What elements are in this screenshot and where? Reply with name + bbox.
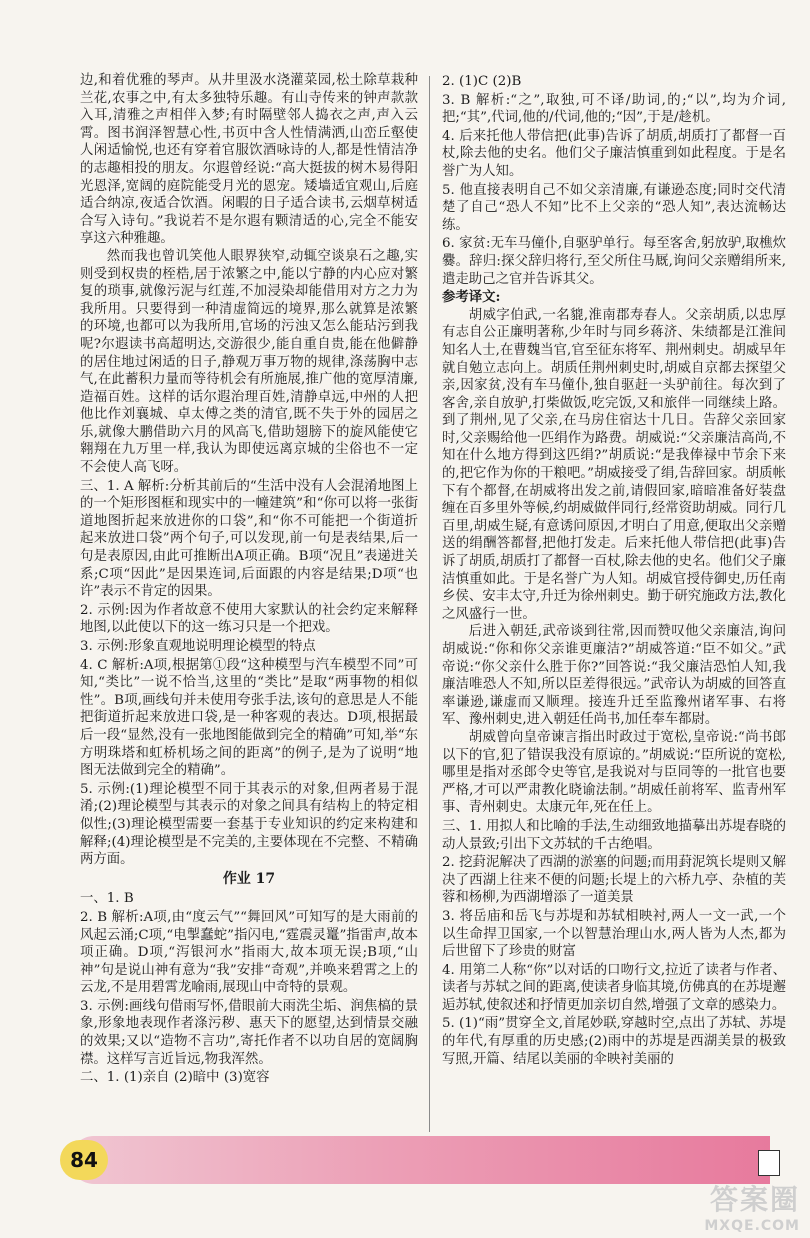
watermark-text: 答案圈 bbox=[709, 1183, 800, 1216]
left-column bbox=[80, 72, 418, 1088]
answer-item: 三、1. A 解析:分析其前后的“生活中没有人会混淆地图上的一个矩形图框和现实中的一幢建筑”和“你可以将一张街道地图折起来放进你的口袋”,和“你不可能把一个街道折起来放进口袋”两个句子,可以发现,前一句是表结果,后一句是表原因,由此可推断出A项正确。B项“况且”表递进关系;C项“因此”是因果连词,后面跟的内容是结果;D项“也许”表示不肯定的因果。 bbox=[80, 478, 418, 600]
answer-item: 2. 挖葑泥解决了西湖的淤塞的问题;而用葑泥筑长堤则又解决了西湖上往来不便的问题;长堤上的六桥九亭、杂植的芙蓉和杨柳,为西湖增添了一道美景 bbox=[442, 855, 786, 906]
translation-paragraph: 后进入朝廷,武帝谈到往常,因而赞叹他父亲廉洁,询问胡威说:“你和你父亲谁更廉洁?”胡威答道:“臣不如父。”武帝说:“你父亲什么胜于你?”回答说:“我父廉洁恐怕人知,我廉洁唯恐人不知,所以臣差得很远。”武帝认为胡威的回答直率谦逊,谦虚而又顺理。接连升迁至监豫州诸军事、右将军、豫州刺史,进入朝廷任尚书,加任奉车都尉。 bbox=[442, 624, 786, 728]
footer-band bbox=[70, 1136, 770, 1184]
answer-item: 2. 示例:因为作者故意不使用大家默认的社会约定来解释地图,以此使以下的这一练习只是一个把戏。 bbox=[80, 602, 418, 636]
right-column bbox=[442, 72, 786, 1069]
answer-item: 5. (1)“雨”贯穿全文,首尾妙联,穿越时空,点出了苏轼、苏堤的年代,有厚重的历史感;(2)雨中的苏堤是西湖美景的极致写照,开篇、结尾以美丽的伞映衬美丽的 bbox=[442, 1016, 786, 1067]
corner-box-icon bbox=[758, 1150, 780, 1176]
section-title: 作业 17 bbox=[222, 870, 276, 887]
answer-item: 2. (1)C (2)B bbox=[442, 74, 522, 89]
answer-item: 3. 示例:形象直观地说明理论模型的特点 bbox=[80, 639, 316, 654]
answer-item: 3. B 解析:“之”,取独,可不译/助词,的;“以”,均为介词,把;“其”,代词,他的/代词,他的;“因”,于是/趁机。 bbox=[442, 92, 786, 126]
answer-item: 3. 将岳庙和岳飞与苏堤和苏轼相映衬,两人一文一武,一个以生命捍卫国家,一个以智慧治理山水,两人皆为人杰,都为后世留下了珍贵的财富 bbox=[442, 908, 786, 960]
translation-paragraph: 边,和着优雅的琴声。从井里汲水浇灌菜园,松土除草栽种兰花,农事之中,有太多独特乐趣。有山寺传来的钟声款款入耳,清雅之声相伴入梦;有时隔壁邻人捣衣之声,声入云霄。图书润泽智慧心性,书页中含人性情满洒,山峦丘壑使人闲适愉悦,也还有穿着官服饮酒咏诗的人,都是性情洁净的志趣相投的朋友。尔遐曾经说:“高大挺拔的树木易得阳光恩泽,宽阔的庭院能受月光的恩宠。矮墙适宜观山,后庭适合纳凉,夜适合饮酒。闲暇的日子适合读书,云烟草树适合写入诗句。”我说若不是尔遐有颗清适的心,完全不能安享这六种雅趣。 bbox=[80, 73, 418, 247]
answer-item: 2. B 解析:A项,由“度云气”“舞回风”可知写的是大雨前的风起云涌;C项,“电掣蠢蛇”指闪电,“霆震灵鼍”指雷声,故本项正确。D项,“泻银河水”指雨大,故本项无误;B项,“山神”句是说山神有意为“我”安排“奇观”,并唤来碧霄之上的云龙,不是用碧霄龙喻雨,展现山中奇特的景观。 bbox=[80, 909, 418, 996]
answer-item: 4. C 解析:A项,根据第①段“这种模型与汽车模型不同”可知,“类比”一说不恰当,这里的“类比”是取“两事物的相似性”。B项,画线句并未使用夸张手法,该句的意思是人不能把街道折起来放进口袋,是一种客观的表达。D项,根据最后一段“显然,没有一张地图能做到完全的精确”可知,举“东方明珠塔和虹桥机场之间的距离”的例子,是为了说明“地图无法做到完全的精确”。 bbox=[80, 657, 418, 779]
answer-item: 5. 他直接表明自己不如父亲清廉,有谦逊态度;同时交代清楚了自己“恐人不知”比不上父亲的“恐人知”,表达流畅达练。 bbox=[442, 182, 786, 233]
answer-item: 3. 示例:画线句借雨写怀,借眼前大雨洗尘垢、润焦槁的景象,形象地表现作者涤污秽、惠天下的愿望,达到情景交融的效果;又以“造物不言功”,寄托作者不以功自居的宽阔胸襟。这样写言近旨远,物我浑然。 bbox=[80, 998, 418, 1067]
answer-item: 5. 示例:(1)理论模型不同于其表示的对象,但两者易于混淆;(2)理论模型与其表示的对象之间具有结构上的特定相似性;(3)理论模型需要一套基于专业知识的约定来构建和解释;(4)理论模型是不完美的,主要体现在不完整、不精确两方面。 bbox=[80, 781, 418, 868]
page-number: 84 bbox=[60, 1140, 108, 1180]
reference-heading: 参考译文: bbox=[442, 289, 501, 306]
answer-item: 三、1. 用拟人和比喻的手法,生动细致地描摹出苏堤春晓的动人景致;引出下文苏轼的千古绝唱。 bbox=[442, 818, 786, 852]
watermark-logo bbox=[660, 1178, 800, 1234]
answer-item: 一、1. B bbox=[80, 891, 134, 907]
watermark-url: MXQE.COM bbox=[704, 1218, 800, 1234]
answer-item: 二、1. (1)亲自 (2)暗中 (3)宽容 bbox=[80, 1070, 270, 1086]
translation-paragraph: 胡威曾向皇帝谏言指出时政过于宽松,皇帝说:“尚书郎以下的官,犯了错误我没有原谅的。”胡威说:“臣所说的宽松,哪里是指对丞郎令史等官,是我说对与臣同等的一批官也要严格,才可以严肃教化晓谕法制。”胡威任前将军、监青州军事、青州刺史。太康元年,死在任上。 bbox=[442, 729, 786, 816]
answer-item: 6. 家贫:无车马僮仆,自驱驴单行。每至客舍,躬放驴,取樵炊爨。辞归:探父辞归将行,至父所住马厩,询问父亲赠绢所来,遣走助己之官并告诉其父。 bbox=[442, 236, 786, 287]
translation-paragraph: 然而我也曾讥笑他人眼界狭窄,动辄空谈泉石之趣,实则受到权贵的桎梏,居于浓繁之中,能以宁静的内心应对繁复的琐事,就像污泥与红莲,不加浸染却能借用对方之力为我所用。只要得到一种清虚简远的境界,那么就算是浓繁的环境,也都可以为我所用,官场的污浊又怎么能玷污到我呢?尔遐读书高超明达,交游很少,能自重自贵,能在他僻静的居住地过闲适的日子,静观万事万物的规律,涤荡胸中志气,在此蓄积力量而等待机会有所施展,推广他的宽厚清廉,造福百姓。这样的话尔遐治理百姓,清静卓远,中州的人把他比作刘襄城、卓太傅之类的清官,既不失于外的园居之乐,就像大鹏借助六月的风高飞,借助翅膀下的旋风能使它翱翔在九万里一样,我认为即使远离京城的尘俗也不一定不会使人高飞呀。 bbox=[80, 248, 418, 476]
answer-item: 4. 后来托他人带信把(此事)告诉了胡质,胡质打了都督一百杖,除去他的史名。他们父子廉洁慎重到如此程度。于是名誉广为人知。 bbox=[442, 128, 786, 179]
answer-item: 4. 用第二人称“你”以对话的口吻行文,拉近了读者与作者、读者与苏轼之间的距离,使读者身临其境,仿佛真的在苏堤邂逅苏轼,使叙述和抒情更加亲切自然,增强了文章的感染力。 bbox=[442, 962, 786, 1013]
column-divider bbox=[429, 76, 430, 1132]
translation-paragraph: 胡威字伯武,一名貔,淮南郡寿春人。父亲胡质,以忠厚有志自公正廉明著称,少年时与同乡蒋济、朱绩都是江淮间知名人士,在曹魏当官,官至征东将军、荆州刺史。胡威早年就自勉立志向上。胡质任荆州刺史时,胡威自京都去探望父亲,因家贫,没有车马僮仆,独自驱赶一头驴前往。每次到了客舍,亲自放驴,打柴做饭,吃完饭,又和旅伴一同继续上路。到了荆州,见了父亲,在马房住宿达十几日。告辞父亲回家时,父亲赐给他一匹绢作为路费。胡威说:“父亲廉洁高尚,不知在什么地方得到这匹绢?”胡质说:“是我俸禄中节余下来的,把它作为你的干粮吧。”胡威接受了绢,告辞回家。胡质帐下有个都督,在胡威将出发之前,请假回家,暗暗准备好装盘缠在百多里外等候,约胡威做伴同行,经常资助胡威。同行几百里,胡威生疑,有意诱问原因,才明白了用意,便取出父亲赠送的绢酬答都督,把他打发走。后来托他人带信把(此事)告诉了胡质,胡质打了都督一百杖,除去他的史名。他们父子廉洁慎重如此。于是名誉广为人知。胡威官授侍御史,历任南乡侯、安丰太守,升迁为徐州刺史。勤于研究施政方法,教化之风盛行一世。 bbox=[442, 307, 786, 622]
